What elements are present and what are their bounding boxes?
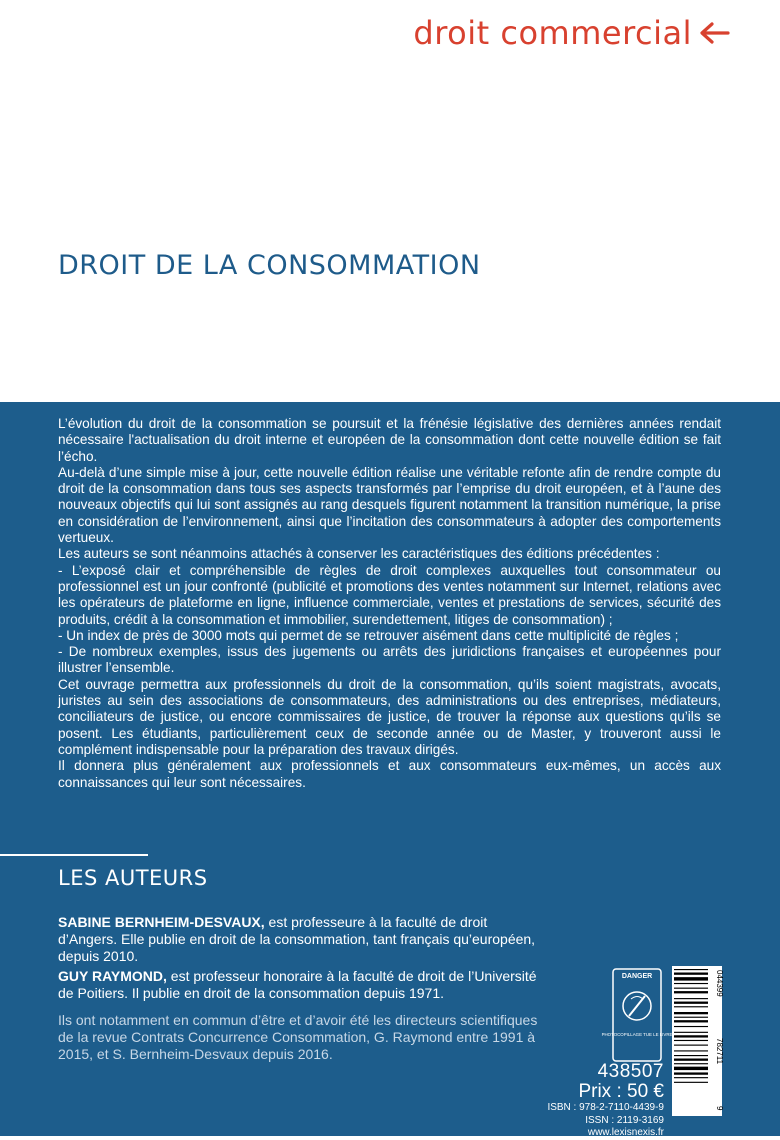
price: Prix : 50 € — [578, 1081, 664, 1102]
barcode — [672, 966, 722, 1116]
barcode-digits-left: 9 — [715, 1106, 724, 1111]
section-divider — [0, 854, 148, 856]
description-paragraph: Au-delà d’une simple mise à jour, cette nouvelle édition réalise une véritable refonte afin de rendre compte du droit de la consommation dans tous ses aspects transformés par l’emprise du droit européen, et à l’aune des nouveaux objectifs qui lui sont assignés au rang desquels figurent notamment la transition numérique, la prise en considération de l’environnement, ainsi que l’incitation des consommateurs à adopter des comportements vertueux. — [58, 464, 721, 546]
description-paragraph: L’évolution du droit de la consommation se poursuit et la frénésie législative des dernières années rendait nécessaire l'actualisation du droit interne et européen de la consommation dont cette nouvelle édition se fait l’écho. — [58, 416, 721, 464]
danger-caption: PHOTOCOPILLAGE TUE LE LIVRE — [601, 1032, 673, 1037]
authors-note: Ils ont notamment en commun d’être et d’avoir été les directeurs scientifiques de la revue Contrats Concurrence Consommation, G. Raymond entre 1991 à 2015, et S. Bernheim-Desvaux depuis 2016. — [58, 1011, 538, 1062]
description-paragraph: - Un index de près de 3000 mots qui permet de se retrouver aisément dans cette multiplicité de règles ; — [58, 627, 679, 643]
author-entry — [58, 968, 538, 1002]
isbn: ISBN : 978-2-7110-4439-9 — [547, 1102, 664, 1113]
author-name: SABINE BERNHEIM-DESVAUX, — [58, 914, 265, 930]
description-paragraph: - L’exposé clair et compréhensible de règles de droit complexes auxquelles tout consommateur ou professionnel est un jour confronté (publicité et promotions des ventes notamment sur Internet, relations avec les opérateurs de plateforme en ligne, influence commerciale, ventes et prestations de services, sécurité des produits, crédit à la consommation et immobilier, surendettement, litiges de consommation) ; — [58, 562, 721, 627]
barcode-digits-mid: 782711 — [715, 1038, 724, 1065]
author-bio: est professeure à la faculté de droit d’Angers. Elle publie en droit de la consommation, tant français qu’européen, depuis 2010. — [58, 914, 536, 964]
description-paragraph: Cet ouvrage permettra aux professionnels du droit de la consommation, qu’ils soient magistrats, avocats, juristes au sein des associations de consommateurs, des administrations ou des entreprises, médiateurs, conciliateurs de justice, ou encore commissaires de justice, de trouver la réponse aux questions qu’ils se posent. Les étudiants, particulièrement ceux de seconde année ou de Master, y trouveront aussi le complément indispensable pour la préparation des travaux dirigés. — [58, 676, 721, 757]
author-bio: est professeur honoraire à la faculté de droit de l’Université de Poitiers. Il publie en droit de la consommation depuis 1971. — [58, 968, 537, 1002]
authors-heading: LES AUTEURS — [58, 866, 208, 890]
publisher-website: www.lexisnexis.fr — [587, 1127, 664, 1138]
arrow-left-icon — [698, 21, 730, 45]
danger-photocopillage-icon — [601, 968, 673, 1062]
top-panel — [0, 0, 780, 402]
back-cover-panel — [0, 402, 780, 1136]
book-title: DROIT DE LA CONSOMMATION — [58, 250, 481, 281]
authors-list — [58, 914, 538, 1066]
collection-label — [413, 14, 730, 52]
description — [58, 416, 721, 791]
danger-label: DANGER — [621, 973, 653, 980]
description-paragraph: Il donnera plus généralement aux professionnels et aux consommateurs eux-mêmes, un accès aux connaissances qui leur sont nécessaires. — [58, 758, 721, 790]
description-paragraph: Les auteurs se sont néanmoins attachés à conserver les caractéristiques des éditions précédentes : — [58, 546, 660, 562]
author-entry — [58, 914, 538, 964]
barcode-digits-right: 044399 — [715, 970, 724, 997]
product-code: 438507 — [597, 1061, 664, 1082]
collection-name: droit commercial — [413, 14, 692, 52]
price-box — [547, 1062, 664, 1140]
author-name: GUY RAYMOND, — [58, 968, 167, 985]
issn: ISSN : 2119-3169 — [585, 1114, 664, 1126]
description-paragraph: - De nombreux exemples, issus des jugements ou arrêts des juridictions françaises et européennes pour illustrer l’ensemble. — [58, 644, 721, 676]
